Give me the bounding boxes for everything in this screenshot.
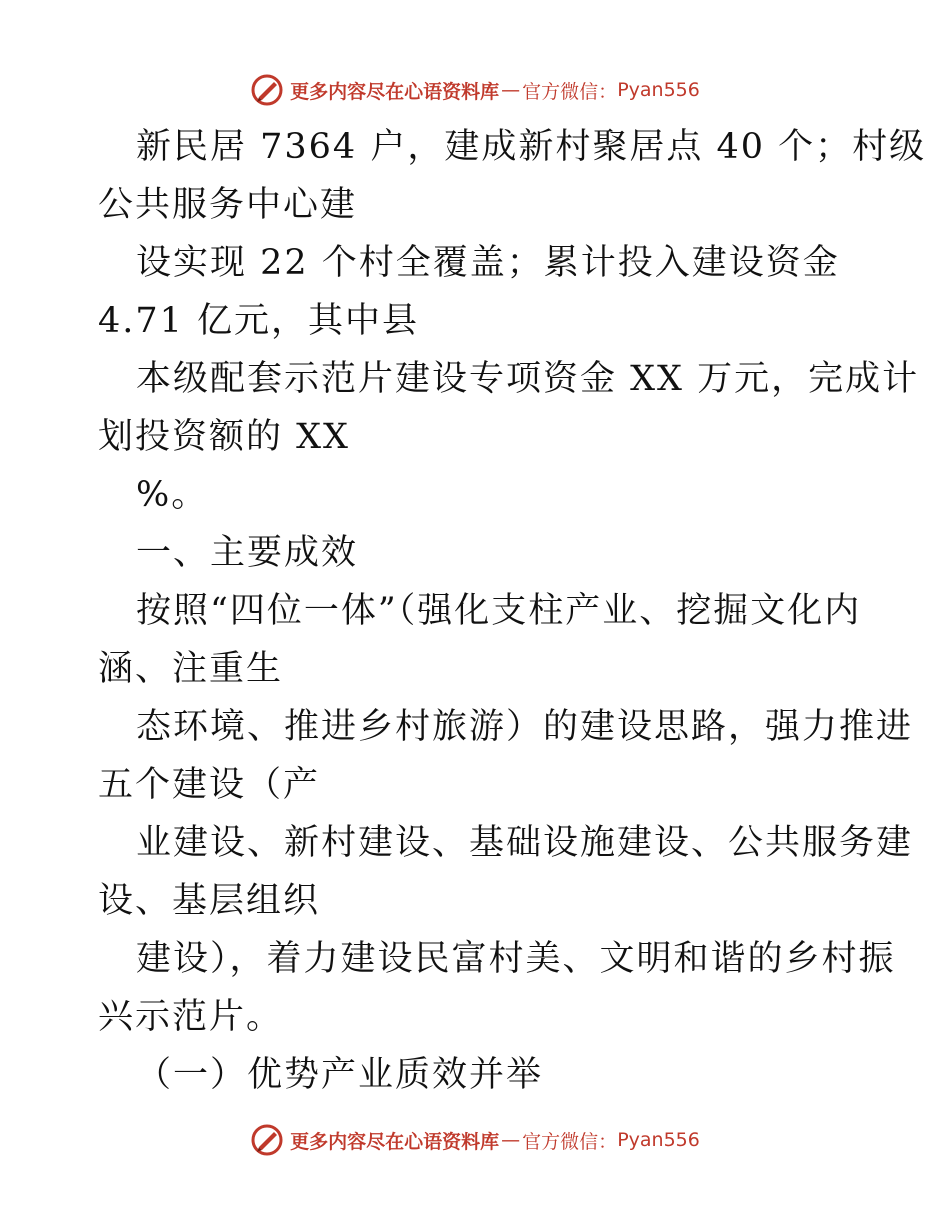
text-line: 涵、注重生: [98, 649, 284, 689]
pen-logo-icon: [250, 1123, 284, 1157]
watermark-banner-top: [0, 70, 950, 110]
section-heading: 一、主要成效: [136, 533, 359, 573]
watermark-wechat-label: 官方微信：: [522, 1130, 618, 1153]
watermark-wechat-id: Pyan556: [617, 1129, 700, 1151]
pen-logo-icon: [250, 73, 284, 107]
watermark-main-text: 更多内容尽在心语资料库: [290, 1130, 500, 1153]
text-line: 兴示范片。: [98, 997, 284, 1037]
text-line: 态环境、推进乡村旅游）的建设思路，强力推进: [136, 707, 914, 747]
text-line: 4.71 亿元，其中县: [98, 301, 420, 341]
watermark-separator: —: [501, 79, 521, 101]
text-line: 建设），着力建设民富村美、文明和谐的乡村振: [136, 939, 896, 979]
text-line: 业建设、新村建设、基础设施建设、公共服务建: [136, 823, 914, 863]
watermark-wechat-id: Pyan556: [617, 79, 700, 101]
text-line: %。: [136, 475, 209, 515]
text-line: 设实现 22 个村全覆盖；累计投入建设资金: [136, 243, 840, 283]
watermark-separator: —: [501, 1129, 521, 1151]
text-line: 划投资额的 XX: [98, 417, 350, 457]
text-line: 五个建设（产: [98, 765, 321, 805]
subsection-heading: （一）优势产业质效并举: [136, 1055, 544, 1095]
text-line: 公共服务中心建: [98, 185, 358, 225]
watermark-main-text: 更多内容尽在心语资料库: [290, 80, 500, 103]
text-line: 按照“四位一体”（强化支柱产业、挖掘文化内: [136, 591, 862, 631]
document-body: [98, 118, 927, 1104]
text-line: 本级配套示范片建设专项资金 XX 万元，完成计: [136, 359, 920, 399]
text-line: 新民居 7364 户，建成新村聚居点 40 个；村级: [136, 127, 927, 167]
watermark-banner-bottom: [0, 1120, 950, 1160]
watermark-wechat-label: 官方微信：: [522, 80, 618, 103]
text-line: 设、基层组织: [98, 881, 321, 921]
